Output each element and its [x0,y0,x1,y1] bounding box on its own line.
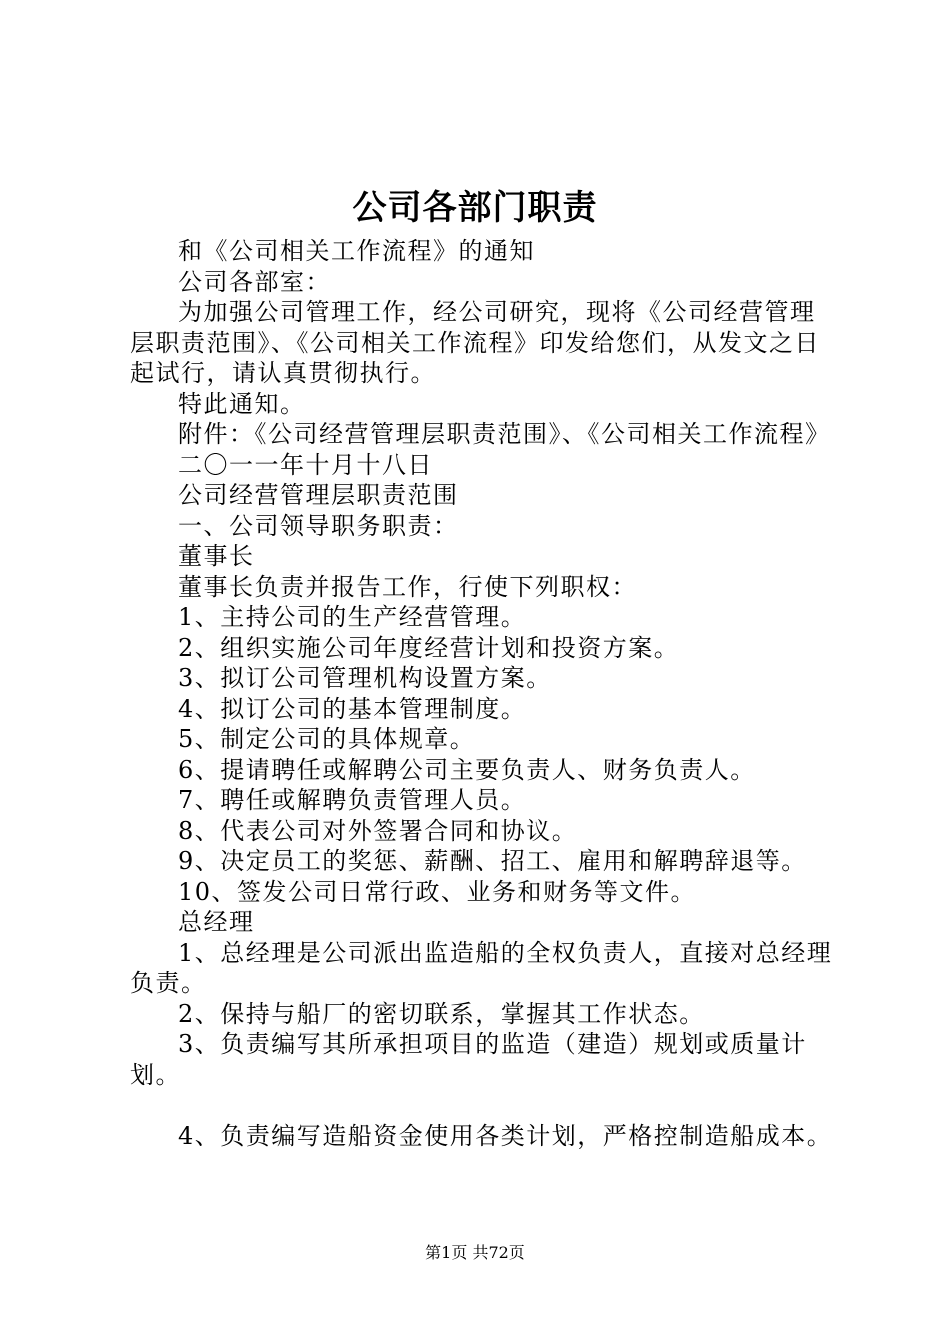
list-item: 7、聘任或解聘负责管理人员。 [178,786,527,814]
paragraph: 公司经营管理层职责范围 [178,481,459,509]
paragraph: 二〇一一年十月十八日 [178,450,433,479]
list-item: 8、代表公司对外签署合同和协议。 [178,816,578,845]
list-item: 1、总经理是公司派出监造船的全权负责人，直接对总经理负责。 [130,938,833,997]
list-item: 4、拟订公司的基本管理制度。 [178,694,527,723]
paragraph: 一、公司领导职务职责： [178,511,459,540]
list-item: 6、提请聘任或解聘公司主要负责人、财务负责人。 [178,755,756,784]
paragraph: 为加强公司管理工作，经公司研究，现将《公司经营管理层职责范围》、《公司相关工作流程》印发给您们，从发文之日起试行，请认真贯彻执行。 [130,298,820,387]
list-item: 4、负责编写造船资金使用各类计划，严格控制造船成本。 [178,1121,833,1150]
document-body [130,236,835,1151]
list-item: 9、决定员工的奖惩、薪酬、招工、雇用和解聘辞退等。 [178,847,807,875]
paragraph: 总经理 [178,908,255,936]
paragraph: 董事长负责并报告工作，行使下列职权： [178,572,637,601]
paragraph: 董事长 [178,542,255,570]
list-item: 10、签发公司日常行政、业务和财务等文件。 [178,877,697,906]
list-item: 1、主持公司的生产经营管理。 [178,603,527,631]
list-item: 5、制定公司的具体规章。 [178,725,476,753]
list-item: 3、拟订公司管理机构设置方案。 [178,664,552,692]
page-number-footer: 第1页 共72页 [425,1243,525,1262]
list-item: 2、保持与船厂的密切联系，掌握其工作状态。 [178,999,705,1028]
list-item: 3、负责编写其所承担项目的监造（建造）规划或质量计划。 [130,1030,807,1089]
paragraph: 附件：《公司经营管理层职责范围》、《公司相关工作流程》 [178,420,831,448]
list-item: 2、组织实施公司年度经营计划和投资方案。 [178,633,680,662]
document-title: 公司各部门职责 [352,188,598,228]
paragraph: 和《公司相关工作流程》的通知 [178,237,535,265]
paragraph: 公司各部室： [178,267,331,296]
paragraph: 特此通知。 [178,389,306,418]
